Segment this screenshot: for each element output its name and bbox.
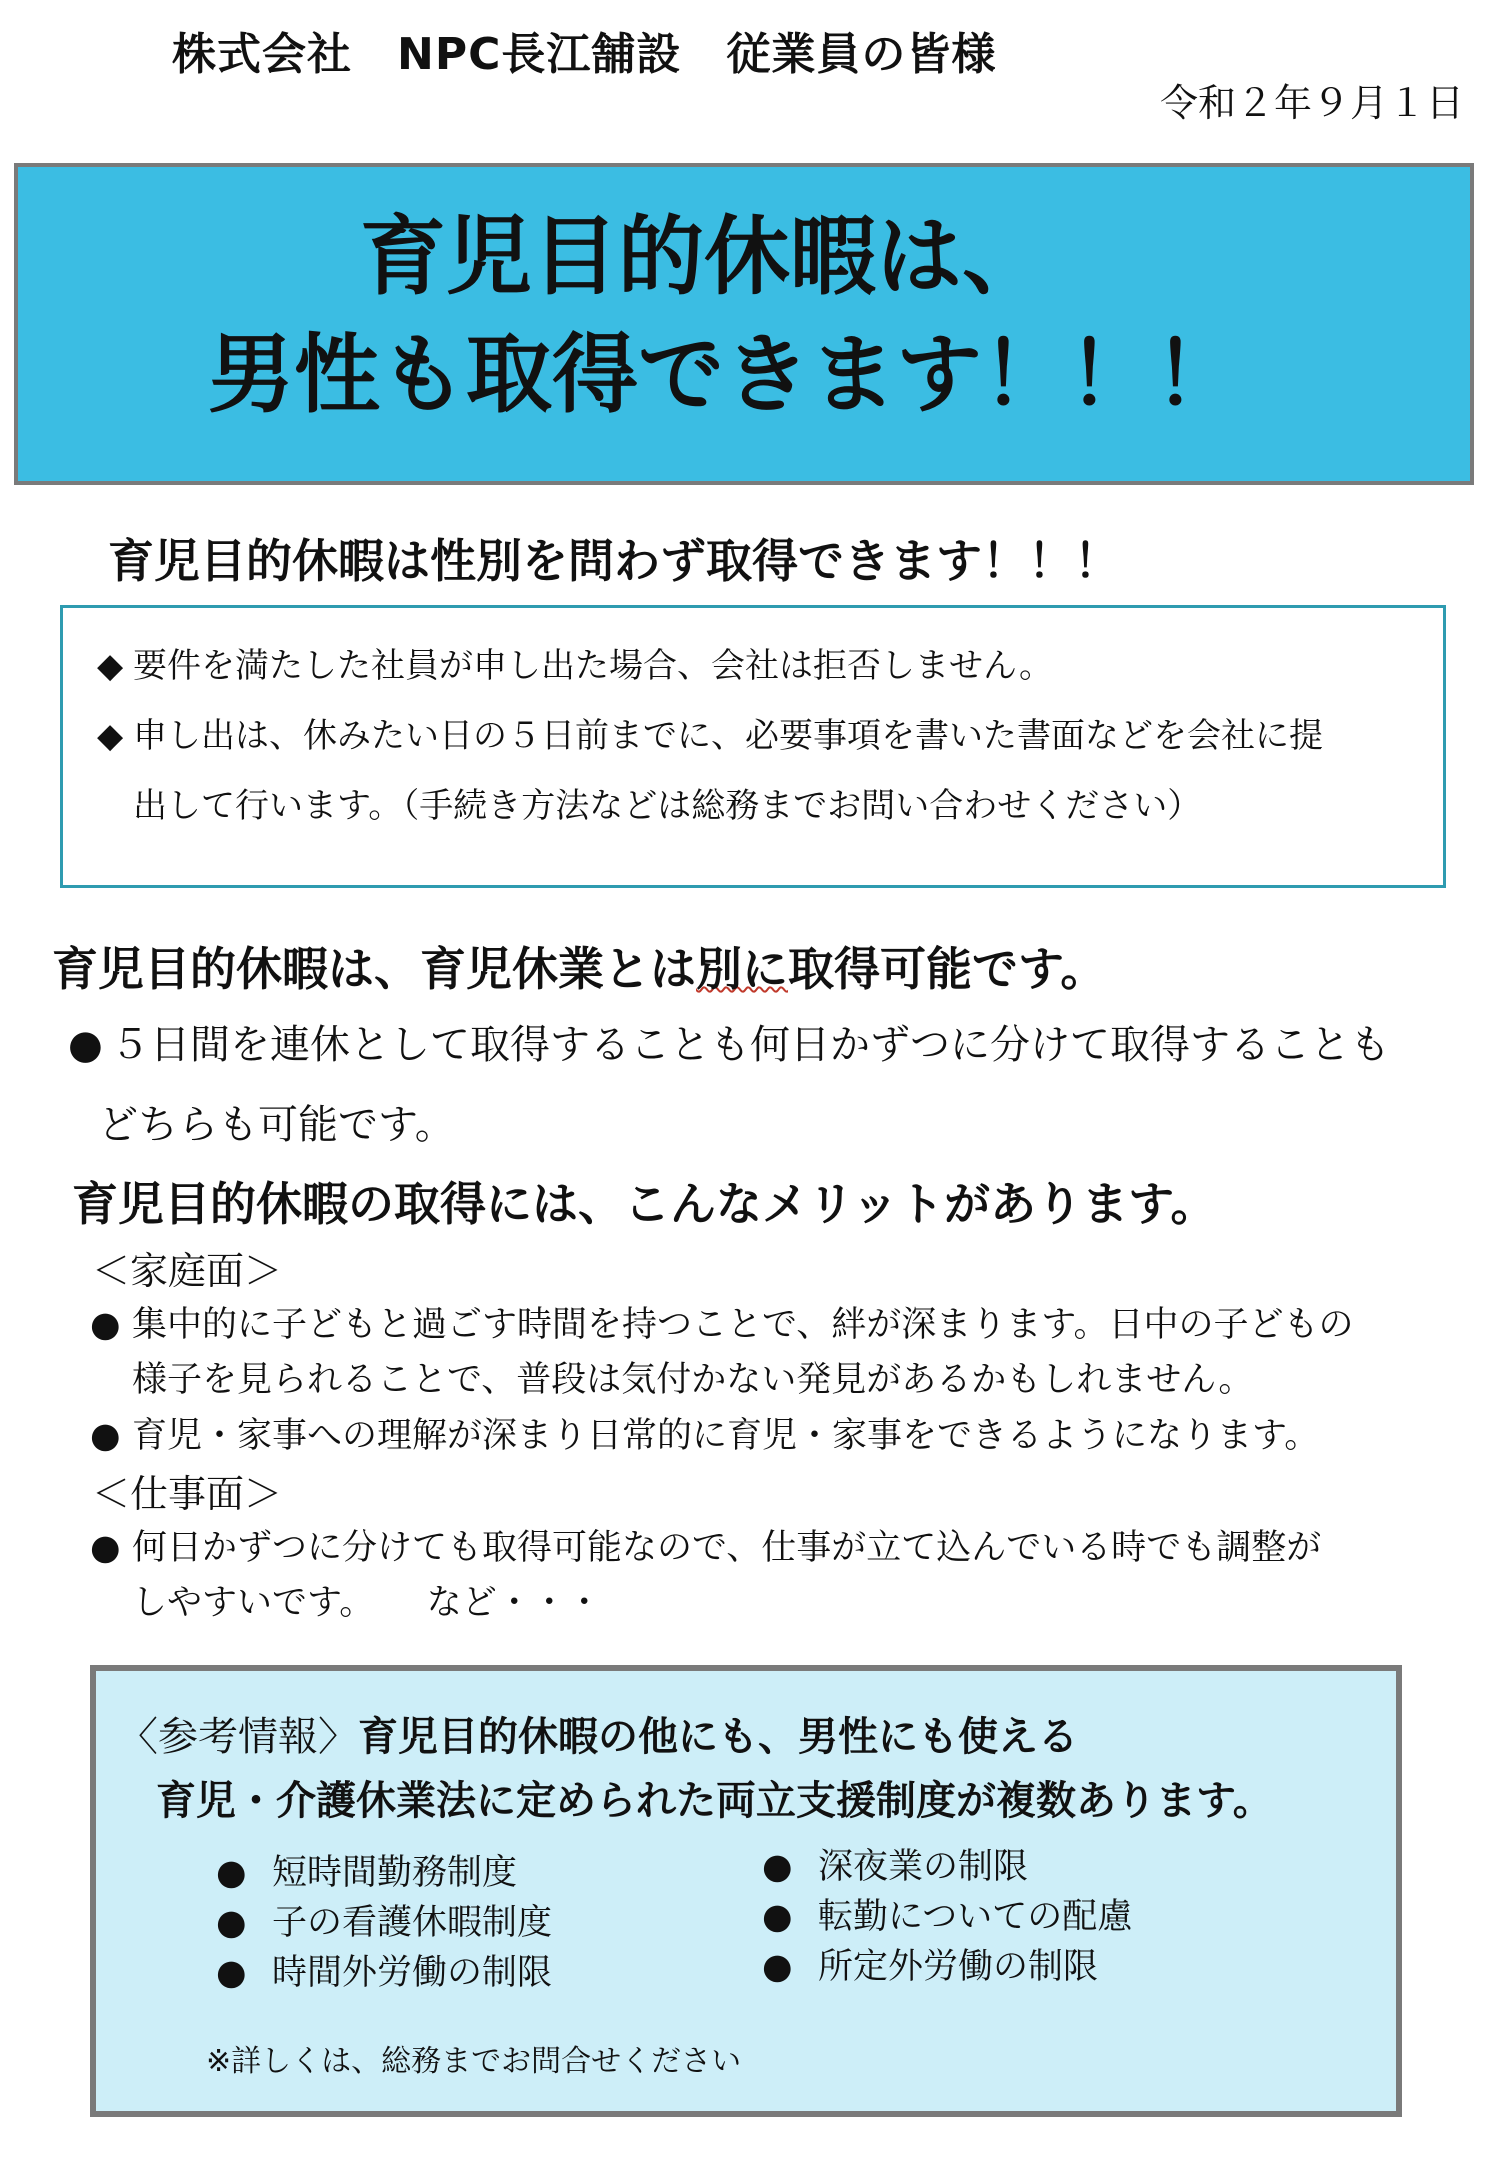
reference-title-rest: 育児目的休暇の他にも、男性にも使える xyxy=(358,1714,1078,1760)
requirement-item-2-cont: 出して行います。（手続き方法などは総務までお問い合わせください） xyxy=(133,786,1202,826)
reference-title xyxy=(118,1705,1078,1762)
reference-right-item-2-text: 転勤についての配慮 xyxy=(818,1897,1133,1937)
section2-line-1 xyxy=(68,1013,1390,1070)
section2-heading-pre: 育児目的休暇は、育児休業とは xyxy=(52,942,696,996)
banner-line-2: 男性も取得できます！！！ xyxy=(208,325,1240,425)
work-item-1-text: 何日かずつに分けても取得可能なので、仕事が立て込んでいる時でも調整が xyxy=(132,1528,1322,1568)
banner-line-1: 育児目的休暇は、 xyxy=(360,207,1048,307)
section2-heading xyxy=(52,933,1106,999)
family-item-2 xyxy=(90,1408,1319,1458)
circle-bullet-icon: ● xyxy=(90,1305,121,1345)
work-label: ＜仕事面＞ xyxy=(92,1472,283,1516)
circle-bullet-icon: ● xyxy=(90,1416,121,1456)
family-label: ＜家庭面＞ xyxy=(92,1249,283,1293)
reference-left-item-3 xyxy=(216,1945,552,1995)
circle-bullet-icon: ● xyxy=(762,1847,793,1887)
circle-bullet-icon: ● xyxy=(216,1903,247,1943)
reference-left-item-3-text: 時間外労働の制限 xyxy=(272,1953,553,1993)
section1-heading: 育児目的休暇は性別を問わず取得できます！！！ xyxy=(108,534,1120,588)
family-item-1 xyxy=(90,1297,1354,1347)
requirements-box xyxy=(60,605,1446,888)
diamond-bullet-icon: ◆ xyxy=(97,646,124,686)
reference-box xyxy=(90,1665,1402,2117)
requirement-text-1: 要件を満たした社員が申し出た場合、会社は拒否しません。 xyxy=(133,646,1054,686)
family-item-2-text: 育児・家事への理解が深まり日常的に育児・家事をできるようになります。 xyxy=(132,1416,1320,1456)
title-banner xyxy=(14,163,1474,485)
section2-heading-post: 取得可能です。 xyxy=(788,942,1107,996)
reference-right-item-3 xyxy=(762,1939,1098,1989)
circle-bullet-icon: ● xyxy=(762,1947,793,1987)
reference-left-item-2 xyxy=(216,1895,552,1945)
circle-bullet-icon: ● xyxy=(68,1022,103,1068)
section2-text-1: ５日間を連休として取得することも何日かずつに分けて取得することも xyxy=(110,1022,1390,1068)
family-item-1-text: 集中的に子どもと過ごす時間を持つことで、絆が深まります。日中の子どもの xyxy=(132,1305,1354,1345)
requirement-text-2: 申し出は、休みたい日の５日前までに、必要事項を書いた書面などを会社に提 xyxy=(133,716,1323,756)
section3-heading: 育児目的休暇の取得には、こんなメリットがあります。 xyxy=(72,1177,1217,1231)
reference-note: ※詳しくは、総務までお問合せください xyxy=(206,2044,742,2079)
reference-left-item-1-text: 短時間勤務制度 xyxy=(272,1853,518,1893)
reference-left-item-2-text: 子の看護休暇制度 xyxy=(272,1903,553,1943)
circle-bullet-icon: ● xyxy=(762,1897,793,1937)
reference-left-item-1 xyxy=(216,1845,517,1895)
addressee-line: 株式会社 NPC長江舗設 従業員の皆様 xyxy=(172,29,997,80)
circle-bullet-icon: ● xyxy=(216,1953,247,1993)
family-item-1-cont: 様子を見られることで、普段は気付かない発見があるかもしれません。 xyxy=(132,1360,1254,1400)
reference-right-item-1-text: 深夜業の制限 xyxy=(818,1847,1029,1887)
work-item-1 xyxy=(90,1520,1321,1570)
reference-right-item-3-text: 所定外労働の制限 xyxy=(818,1947,1099,1987)
circle-bullet-icon: ● xyxy=(90,1528,121,1568)
section2-heading-mark: 別に xyxy=(696,942,788,996)
requirement-item-2 xyxy=(97,708,1323,757)
work-item-1-cont: しやすいです。 など・・・ xyxy=(132,1583,602,1623)
requirement-item-1 xyxy=(97,638,1053,687)
reference-title-label: 〈参考情報〉 xyxy=(118,1714,358,1760)
reference-title-line-2: 育児・介護休業法に定められた両立支援制度が複数あります。 xyxy=(156,1778,1273,1824)
issue-date: 令和２年９月１日 xyxy=(1159,81,1464,125)
diamond-bullet-icon: ◆ xyxy=(97,716,124,756)
reference-right-item-1 xyxy=(762,1839,1028,1889)
reference-right-item-2 xyxy=(762,1889,1132,1939)
section2-line-2: どちらも可能です。 xyxy=(98,1102,455,1148)
circle-bullet-icon: ● xyxy=(216,1853,247,1893)
